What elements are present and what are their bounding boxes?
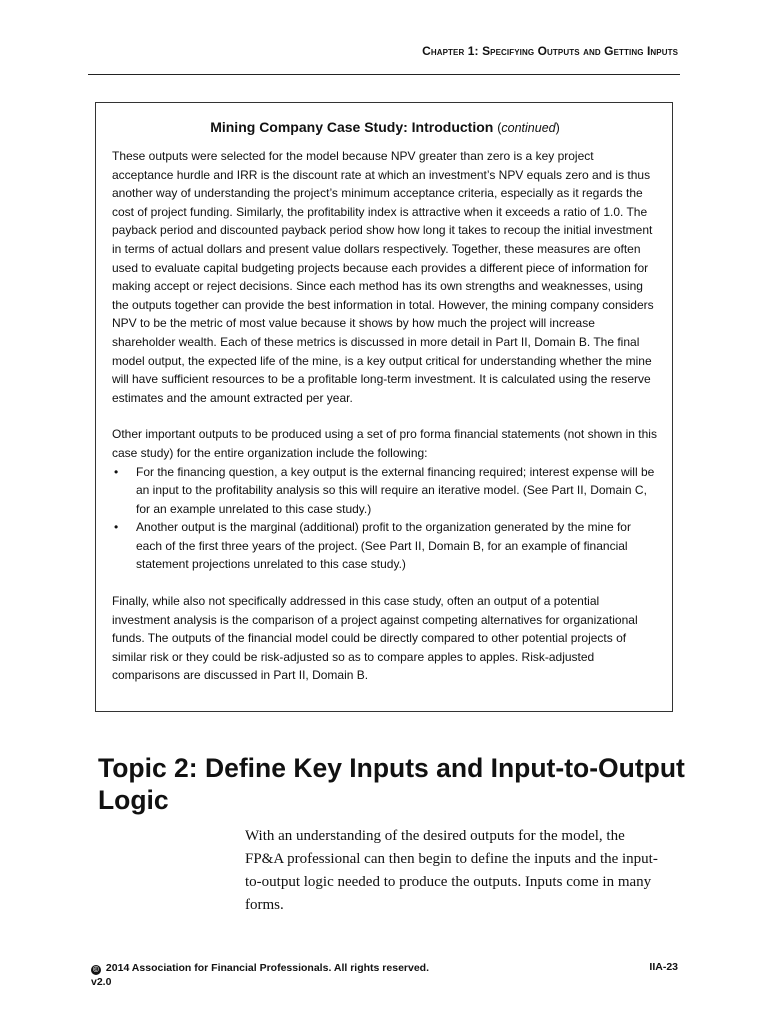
case-paragraph-2: Other important outputs to be produced using a set of pro forma financial statements (not shown in this case study) for the entire organization include the following:: [112, 427, 657, 460]
chapter-prefix: Chapter 1:: [422, 44, 479, 58]
copyright-text: 2014 Association for Financial Professionals. All rights reserved.: [105, 962, 430, 974]
bullet-item: [112, 463, 658, 519]
header-divider: [88, 74, 680, 75]
case-study-box: [95, 102, 673, 712]
running-header: [422, 44, 678, 58]
bullet-text: Another output is the marginal (additional) profit to the organization generated by the mine for each of the first three years of the project. (See Part II, Domain B, for an example of financial statement projections unrelated to this case study.): [136, 520, 631, 572]
bullet-item: [112, 518, 658, 574]
case-paragraph-1: These outputs were selected for the model because NPV greater than zero is a key project acceptance hurdle and IRR is the discount rate at which an investment’s NPV equals zero and is thus another way of understanding the project’s minimum acceptance criteria, especially as it regards the cost of project funding. Similarly, the profitability index is attractive when it exceeds a ratio of 1.0. The payback period and discounted payback period show how long it takes to recoup the initial investment in terms of actual dollars and present value dollars respectively. Together, these measures are often used to evaluate capital budgeting projects because each provides a different piece of information for making accept or reject decisions. Since each method has its own strengths and weaknesses, using the outputs together can provide the best information in total. However, the mining company considers NPV to be the metric of most value because it shows by how much the project will increase shareholder wealth. Each of these metrics is discussed in more detail in Part II, Domain B. The final model output, the expected life of the mine, is a key output critical for understanding whether the mine will have sufficient resources to be a profitable long-term investment. It is calculated using the reserve estimates and the amount extracted per year.: [112, 149, 654, 405]
topic-heading: Topic 2: Define Key Inputs and Input-to-Output Logic: [98, 753, 685, 815]
copyright-icon: ©: [91, 965, 101, 975]
bullet-icon: •: [114, 464, 119, 479]
case-paragraph-3: Finally, while also not specifically addressed in this case study, often an output of a potential investment analysis is the comparison of a project against competing alternatives for organizational funds. The outputs of the financial model could be directly compared to other potential projects of similar risk or they could be risk-adjusted so as to compare apples to apples. Risk-adjusted comparisons are discussed in Part II, Domain B.: [112, 594, 638, 683]
case-study-title-text: Mining Company Case Study: Introduction: [210, 119, 494, 135]
chapter-title: Specifying Outputs and Getting Inputs: [482, 44, 678, 58]
continued-note: (continued): [497, 121, 560, 135]
footer-copyright: [91, 961, 429, 989]
topic-body-text: With an understanding of the desired outputs for the model, the FP&A professional can then begin to define the inputs and the input-to-output logic needed to produce the outputs. Inputs come in many forms.: [245, 828, 658, 913]
bullet-icon: •: [114, 520, 119, 535]
page-number: IIA-23: [649, 961, 678, 973]
outputs-bullet-list: [112, 463, 658, 575]
continued-note-text: continued: [501, 121, 556, 135]
version-label: v2.0: [91, 976, 112, 988]
case-study-title: [112, 119, 658, 135]
bullet-text: For the financing question, a key output is the external financing required; interest expense will be an input to the profitability analysis so this will require an iterative model. (See Part II, Domain C, for an example unrelated to this case study.): [136, 464, 655, 516]
